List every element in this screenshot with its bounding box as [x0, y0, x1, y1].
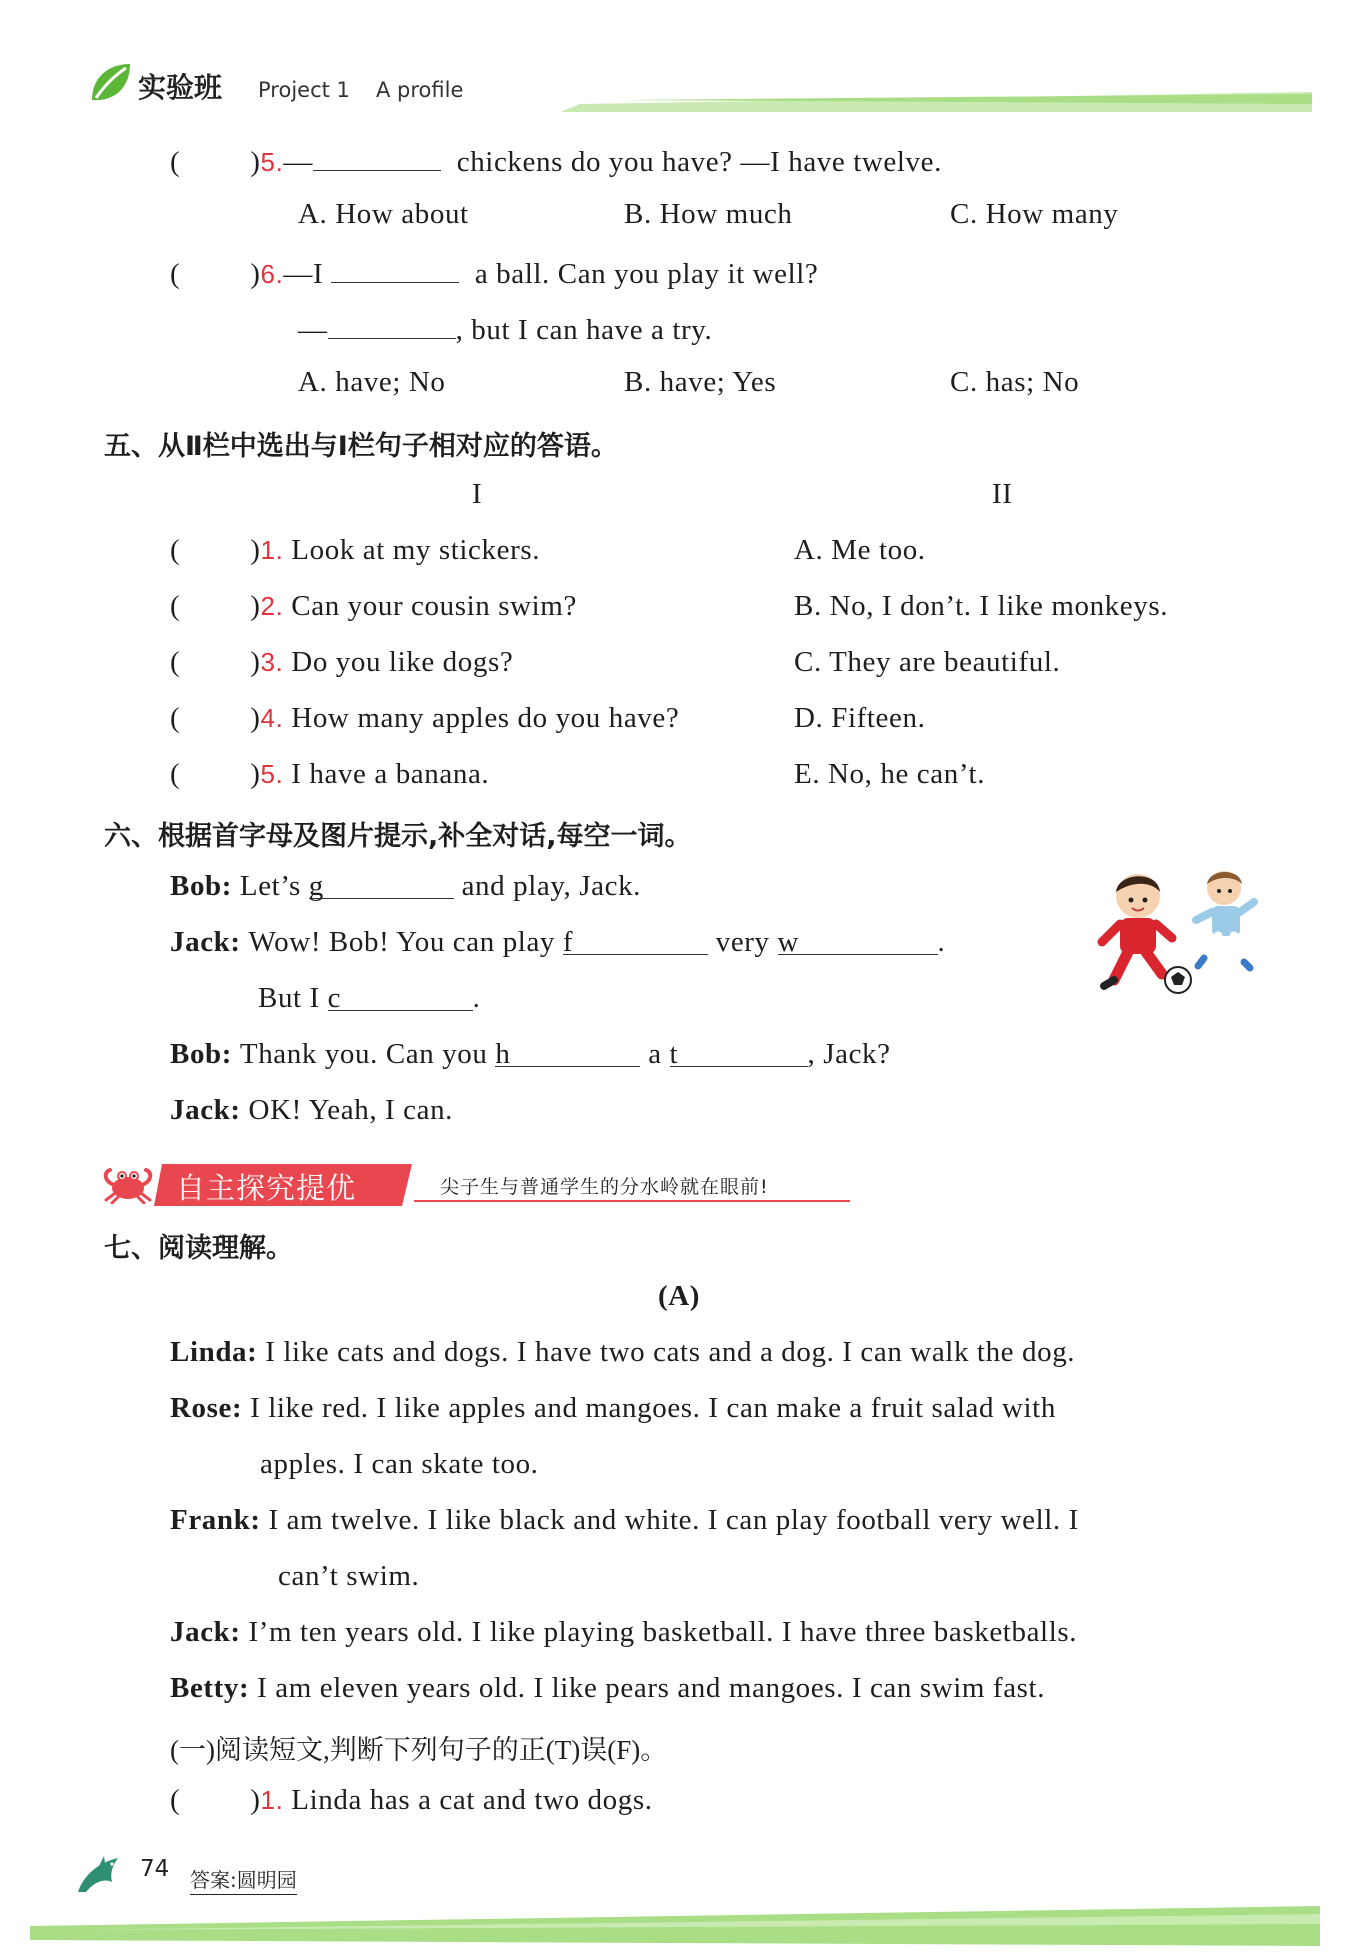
answer-blank[interactable]: [328, 310, 456, 339]
answer-blank[interactable]: t: [670, 1038, 808, 1067]
footer-decoration: [0, 1900, 1350, 1952]
answer-blank[interactable]: f: [563, 926, 708, 955]
answer-paren[interactable]: (: [170, 258, 181, 290]
answer-paren[interactable]: (: [170, 702, 181, 734]
question-row: — , but I can have a try.: [298, 310, 712, 347]
column-heading: II: [992, 478, 1013, 510]
match-row: ( )1. Look at my stickers.: [170, 534, 541, 566]
section-title: 五、从Ⅱ栏中选出与Ⅰ栏句子相对应的答语。: [104, 431, 618, 462]
answer-blank[interactable]: h: [495, 1038, 640, 1067]
task-instruction: (一)阅读短文,判断下列句子的正(T)误(F)。: [170, 1735, 668, 1765]
football-boys-illustration: [1074, 862, 1274, 1002]
answer-paren[interactable]: (: [170, 758, 181, 790]
option-a: A. have; No: [298, 366, 446, 398]
passage-line: Betty: I am eleven years old. I like pears and mangoes. I can swim fast.: [170, 1672, 1046, 1704]
dialogue-line: Jack: OK! Yeah, I can.: [170, 1094, 454, 1126]
dialogue-line: Bob: Thank you. Can you h a t , Jack?: [170, 1038, 891, 1070]
answer-blank[interactable]: w: [778, 926, 938, 955]
option-b: B. have; Yes: [624, 366, 777, 398]
page-number: 74: [140, 1856, 170, 1882]
section-title: 六、根据首字母及图片提示,补全对话,每空一词。: [104, 821, 692, 852]
match-answer: E. No, he can’t.: [794, 758, 986, 790]
answer-paren[interactable]: (: [170, 1784, 181, 1816]
question-row: ( )1. Linda has a cat and two dogs.: [170, 1784, 653, 1816]
passage-line: apples. I can skate too.: [260, 1448, 539, 1480]
match-row: ( )3. Do you like dogs?: [170, 646, 514, 678]
project-label: Project 1: [258, 78, 350, 102]
dolphin-icon: [74, 1852, 124, 1898]
answer-note: 答案:圆明园: [190, 1864, 297, 1895]
question-row: ( )6.—I a ball. Can you play it well?: [170, 254, 818, 291]
answer-paren[interactable]: (: [170, 646, 181, 678]
match-answer: C. They are beautiful.: [794, 646, 1061, 678]
match-row: ( )5. I have a banana.: [170, 758, 490, 790]
match-answer: A. Me too.: [794, 534, 926, 566]
dialogue-line: Bob: Let’s g and play, Jack.: [170, 870, 642, 902]
passage-line: Rose: I like red. I like apples and mangoes. I can make a fruit salad with: [170, 1392, 1056, 1424]
option-c: C. How many: [950, 198, 1119, 230]
passage-line: can’t swim.: [278, 1560, 420, 1592]
leaf-logo-icon: [88, 60, 134, 106]
match-answer: B. No, I don’t. I like monkeys.: [794, 590, 1169, 622]
unit-label: A profile: [376, 78, 464, 102]
banner-slogan: 尖子生与普通学生的分水岭就在眼前!: [440, 1176, 769, 1198]
brand-title: 实验班: [138, 71, 223, 104]
passage-line: Frank: I am twelve. I like black and white. I can play football very well. I: [170, 1504, 1079, 1536]
question-row: ( )5.— chickens do you have? —I have twelve.: [170, 142, 942, 179]
section-title: 七、阅读理解。: [104, 1233, 293, 1264]
dialogue-line: Jack: Wow! Bob! You can play f very w .: [170, 926, 946, 958]
banner-label: 自主探究提优: [176, 1171, 357, 1205]
crab-icon: [100, 1164, 156, 1204]
answer-paren[interactable]: (: [170, 534, 181, 566]
answer-paren[interactable]: (: [170, 146, 181, 178]
option-a: A. How about: [298, 198, 469, 230]
passage-line: Jack: I’m ten years old. I like playing basketball. I have three basketballs.: [170, 1616, 1078, 1648]
answer-blank[interactable]: [331, 254, 459, 283]
option-c: C. has; No: [950, 366, 1080, 398]
column-heading: I: [472, 478, 483, 510]
passage-label: (A): [658, 1280, 701, 1312]
passage-line: Linda: I like cats and dogs. I have two cats and a dog. I can walk the dog.: [170, 1336, 1076, 1368]
answer-blank[interactable]: g: [309, 870, 454, 899]
match-row: ( )4. How many apples do you have?: [170, 702, 680, 734]
answer-blank[interactable]: c: [328, 982, 473, 1011]
answer-paren[interactable]: (: [170, 590, 181, 622]
dialogue-line: But I c .: [258, 982, 481, 1014]
banner-underline: [414, 1200, 850, 1202]
match-row: ( )2. Can your cousin swim?: [170, 590, 577, 622]
match-answer: D. Fifteen.: [794, 702, 926, 734]
answer-blank[interactable]: [313, 142, 441, 171]
option-b: B. How much: [624, 198, 793, 230]
